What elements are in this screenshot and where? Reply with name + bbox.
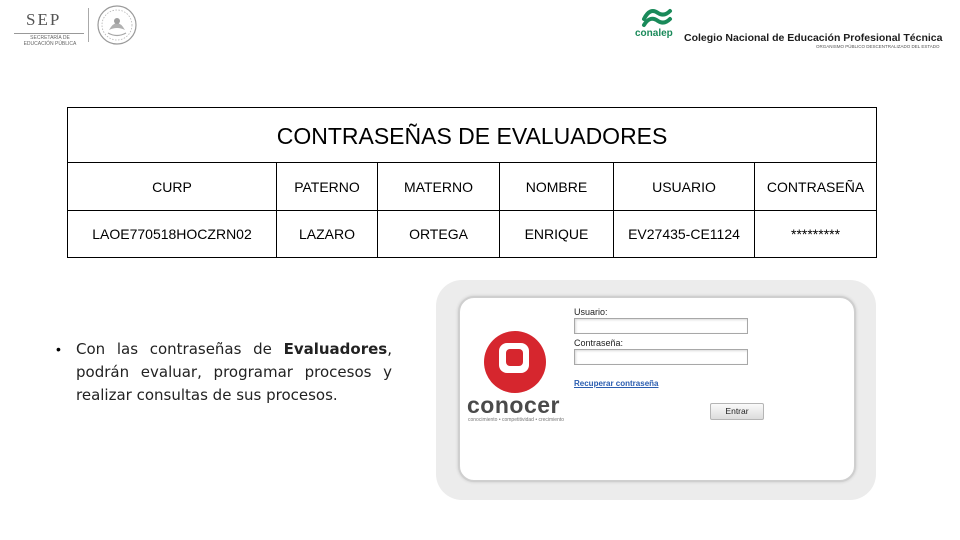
table-title: CONTRASEÑAS DE EVALUADORES xyxy=(68,108,877,163)
mexico-seal-icon xyxy=(96,4,138,46)
sep-logo xyxy=(8,8,80,48)
table-row xyxy=(68,211,877,258)
bullet-dot-icon: • xyxy=(56,341,61,357)
conalep-logo-text: conalep xyxy=(635,28,673,39)
column-header-materno: MATERNO xyxy=(378,163,500,211)
table-header-row xyxy=(68,163,877,211)
conocer-tagline: conocimiento • competitividad • crecimiento xyxy=(468,417,565,423)
cell-nombre: ENRIQUE xyxy=(500,211,614,258)
column-header-contrasena: CONTRASEÑA xyxy=(755,163,877,211)
recover-password-link[interactable]: Recuperar contraseña xyxy=(574,379,659,388)
cell-contrasena: ********* xyxy=(755,211,877,258)
sep-logo-rule xyxy=(14,33,84,34)
column-header-nombre: NOMBRE xyxy=(500,163,614,211)
column-header-usuario: USUARIO xyxy=(614,163,755,211)
cell-materno: ORTEGA xyxy=(378,211,500,258)
login-submit-button[interactable]: Entrar xyxy=(710,403,764,420)
cell-curp: LAOE770518HOCZRN02 xyxy=(68,211,277,258)
password-input[interactable] xyxy=(574,349,748,365)
conocer-brand: conocer xyxy=(467,392,560,418)
bullet-text-bold: Evaluadores xyxy=(283,340,388,358)
column-header-paterno: PATERNO xyxy=(277,163,378,211)
conocer-logo-core-icon xyxy=(506,349,523,366)
password-label: Contraseña: xyxy=(574,338,624,348)
cell-usuario: EV27435-CE1124 xyxy=(614,211,755,258)
conalep-title: Colegio Nacional de Educación Profesional Técnica xyxy=(684,32,943,44)
username-label: Usuario: xyxy=(574,307,608,317)
bullet-text xyxy=(76,338,392,407)
bullet-text-end: , podrán evaluar, programar procesos y realizar consultas de sus procesos. xyxy=(76,340,392,404)
column-header-curp: CURP xyxy=(68,163,277,211)
sep-logo-subtitle: SECRETARÍA DE EDUCACIÓN PÚBLICA xyxy=(23,35,77,47)
sep-logo-text: SEP xyxy=(26,10,62,29)
username-input[interactable] xyxy=(574,318,748,334)
evaluator-passwords-table xyxy=(67,107,877,258)
header-divider xyxy=(88,8,89,42)
cell-paterno: LAZARO xyxy=(277,211,378,258)
conalep-subtitle: ORGANISMO PÚBLICO DESCENTRALIZADO DEL ESTADO xyxy=(816,44,940,49)
bullet-text-start: Con las contraseñas de xyxy=(76,340,284,358)
